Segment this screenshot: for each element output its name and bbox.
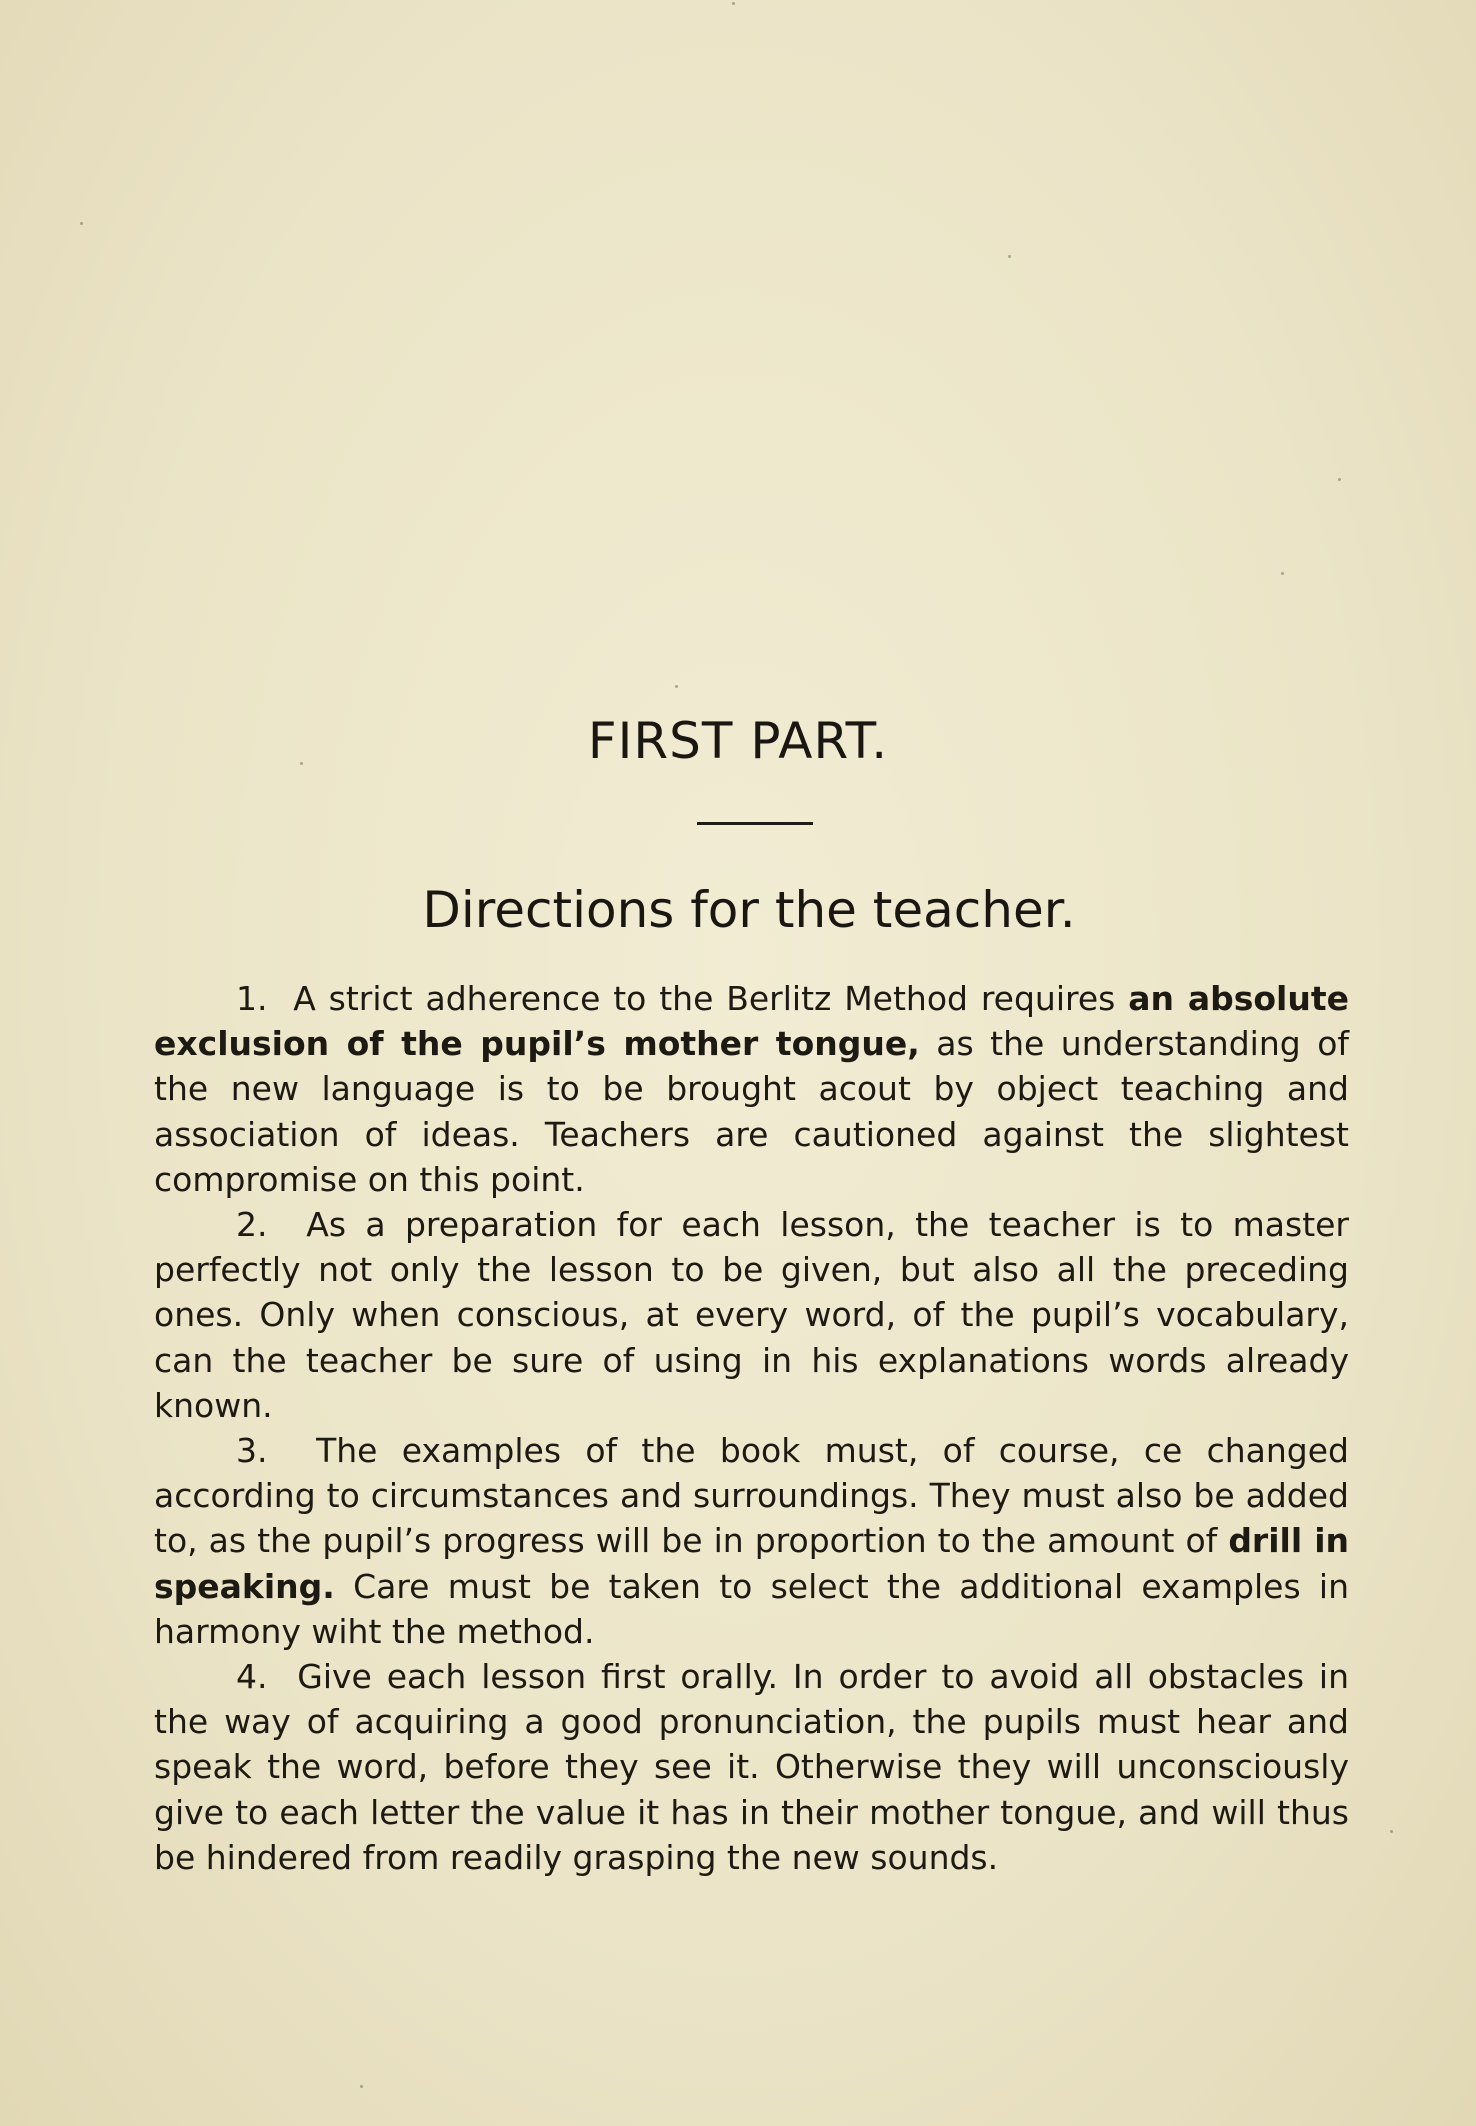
- paragraph-text: The examples of the book must, of course, ce changed according to circumstances and surroundings. They must also be added to, as the pupil’s progress will be in proportion to the amount of: [154, 1431, 1349, 1561]
- paper-speck: [1338, 478, 1341, 481]
- direction-paragraph: [154, 1202, 1349, 1428]
- emphasized-text: an absolute exclusion of the pupil’s mother tongue,: [154, 979, 1350, 1064]
- direction-paragraph: [154, 1428, 1349, 1654]
- paper-speck: [1281, 572, 1284, 575]
- section-heading: Directions for the teacher.: [422, 881, 1076, 939]
- directions-body: [154, 976, 1349, 1880]
- paragraph-text: As a preparation for each lesson, the teacher is to master perfectly not only the lesson to be given, but also all the preceding ones. Only when conscious, at every word, of the pupil’s vocabulary, can the teacher be sure of using in his explanations words already known.: [154, 1205, 1349, 1425]
- paper-speck: [360, 2085, 363, 2088]
- paragraph-number: 2.: [236, 1205, 268, 1245]
- paragraph-text: A strict adherence to the Berlitz Method requires: [293, 979, 1129, 1018]
- paper-speck: [675, 685, 678, 688]
- paragraph-number: 4.: [236, 1657, 268, 1697]
- title-rule: [697, 822, 813, 825]
- paper-speck: [80, 222, 83, 225]
- direction-paragraph: [154, 1654, 1349, 1880]
- paragraph-number: 1.: [236, 979, 268, 1018]
- paper-speck: [732, 2, 735, 5]
- paragraph-number: 3.: [236, 1431, 268, 1471]
- emphasized-text: drill in speaking.: [154, 1521, 1349, 1606]
- paper-speck: [1008, 255, 1011, 258]
- direction-paragraph: [154, 976, 1349, 1202]
- paper-speck: [1390, 1830, 1393, 1833]
- paragraph-text: as the understanding of the new language is to be brought acout by object teaching and association of ideas. Teachers are cautioned against the slightest compromise on this point.: [154, 1024, 1349, 1199]
- part-title: FIRST PART.: [587, 712, 889, 770]
- paragraph-text: Give each lesson first orally. In order to avoid all obstacles in the way of acquiring a good pronunciation, the pupils must hear and speak the word, before they see it. Otherwise they will unconsciously give to each letter the value it has in their mother tongue, and will thus be hindered from readily grasping the new sounds.: [154, 1657, 1350, 1877]
- paragraph-text: Care must be taken to select the additional examples in harmony wiht the method.: [154, 1566, 1349, 1651]
